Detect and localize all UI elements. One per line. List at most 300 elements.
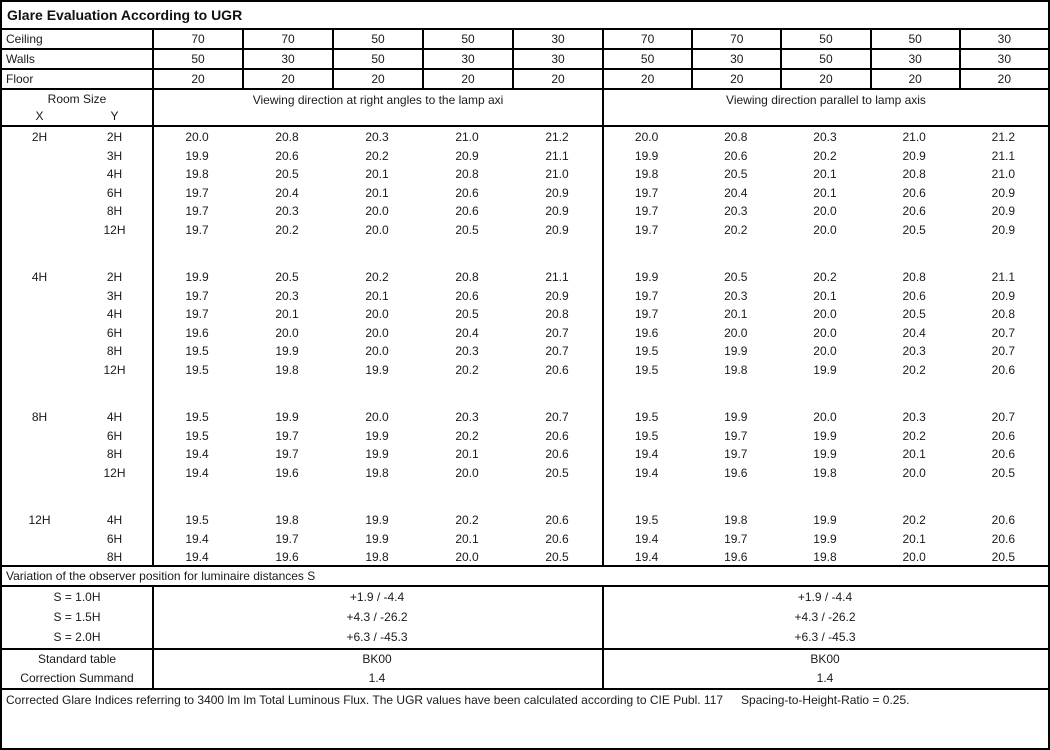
ugr-value-cell: 19.5 bbox=[634, 513, 659, 527]
surface-value-cell: 50 bbox=[422, 30, 512, 48]
ugr-value-cell: 19.8 bbox=[813, 465, 837, 480]
ugr-value-cell: 19.4 bbox=[634, 447, 659, 461]
ugr-value-cell: 20.3 bbox=[365, 130, 389, 144]
ugr-value-cell: 20.6 bbox=[902, 204, 926, 218]
variation-label: S = 1.5H bbox=[53, 610, 101, 624]
room-x-label bbox=[2, 147, 77, 166]
ugr-value-cell: 20.3 bbox=[813, 130, 837, 144]
ugr-value-cell: 20.0 bbox=[813, 307, 837, 321]
ugr-value-cell: 19.7 bbox=[185, 185, 209, 200]
ugr-value-cell: 19.7 bbox=[185, 288, 209, 303]
ugr-row bbox=[2, 511, 1048, 530]
ugr-value-cell: 19.4 bbox=[634, 550, 659, 564]
surface-row-label: Ceiling bbox=[6, 31, 43, 46]
variation-heading: Variation of the observer position for luminaire distances S bbox=[2, 567, 1048, 587]
ugr-value-cell: 19.9 bbox=[724, 344, 748, 358]
surface-value-cell: 30 bbox=[691, 50, 780, 68]
ugr-row bbox=[2, 221, 1048, 240]
ugr-value-cell: 20.2 bbox=[902, 362, 926, 377]
ugr-row bbox=[2, 324, 1048, 343]
variation-value-left: +6.3 / -45.3 bbox=[346, 630, 408, 644]
ugr-value-cell: 19.4 bbox=[634, 465, 659, 480]
ugr-value-cell: 20.6 bbox=[455, 185, 479, 200]
surface-value-cell: 70 bbox=[691, 30, 780, 48]
ugr-row bbox=[2, 147, 1048, 166]
ugr-value-cell: 20.9 bbox=[991, 288, 1016, 303]
ugr-row bbox=[2, 128, 1048, 147]
room-y-label: 4H bbox=[106, 167, 123, 181]
ugr-value-cell: 19.9 bbox=[185, 148, 209, 163]
ugr-value-cell: 20.3 bbox=[455, 410, 479, 424]
ugr-value-cell: 20.7 bbox=[991, 325, 1016, 340]
ugr-value-cell: 20.3 bbox=[902, 344, 926, 358]
room-x-label bbox=[2, 427, 77, 446]
ugr-value-cell: 20.5 bbox=[724, 270, 748, 284]
ugr-value-cell: 20.9 bbox=[991, 222, 1016, 237]
summary-value-left: BK00 bbox=[362, 652, 392, 666]
surface-row bbox=[2, 30, 1048, 50]
ugr-data-area bbox=[2, 127, 1048, 567]
ugr-value-cell: 21.2 bbox=[545, 130, 569, 144]
surface-value-cell: 20 bbox=[780, 70, 869, 88]
vertical-divider bbox=[152, 127, 154, 565]
surface-value-cell: 50 bbox=[780, 50, 869, 68]
room-x-label bbox=[2, 165, 77, 184]
ugr-value-cell: 20.0 bbox=[634, 130, 659, 144]
ugr-value-cell: 19.5 bbox=[634, 344, 659, 358]
ugr-value-cell: 19.8 bbox=[365, 550, 389, 564]
ugr-value-cell: 19.7 bbox=[275, 447, 299, 461]
ugr-value-cell: 21.0 bbox=[545, 167, 569, 181]
ugr-value-cell: 19.7 bbox=[185, 307, 209, 321]
ugr-value-cell: 20.1 bbox=[455, 531, 479, 546]
room-y-label: 12H bbox=[103, 222, 126, 237]
summary-value-right: BK00 bbox=[810, 652, 840, 666]
ugr-value-cell: 20.0 bbox=[455, 465, 479, 480]
room-x-label bbox=[2, 548, 77, 567]
ugr-value-cell: 20.9 bbox=[991, 185, 1016, 200]
ugr-value-cell: 20.3 bbox=[724, 204, 748, 218]
ugr-value-cell: 20.5 bbox=[275, 270, 299, 284]
summary-value-right: 1.4 bbox=[816, 671, 834, 685]
ugr-row bbox=[2, 165, 1048, 184]
ugr-value-cell: 20.1 bbox=[724, 307, 748, 321]
ugr-row bbox=[2, 408, 1048, 427]
surface-value-cell: 50 bbox=[152, 50, 242, 68]
vertical-divider bbox=[152, 650, 154, 688]
ugr-value-cell: 20.8 bbox=[455, 270, 479, 284]
table-header-row bbox=[2, 90, 1048, 127]
ugr-value-cell: 19.8 bbox=[813, 550, 837, 564]
surface-row bbox=[2, 50, 1048, 70]
ugr-value-cell: 19.7 bbox=[724, 428, 748, 443]
summary-box bbox=[2, 650, 1048, 690]
ugr-value-cell: 21.1 bbox=[545, 148, 569, 163]
room-x-label bbox=[2, 530, 77, 549]
room-size-header bbox=[2, 90, 152, 125]
ugr-value-cell: 19.7 bbox=[634, 204, 659, 218]
footer-ratio: Spacing-to-Height-Ratio = 0.25. bbox=[741, 693, 910, 707]
ugr-value-cell: 19.7 bbox=[275, 428, 299, 443]
ugr-value-cell: 20.9 bbox=[991, 204, 1016, 218]
ugr-value-cell: 20.9 bbox=[545, 288, 569, 303]
ugr-row bbox=[2, 464, 1048, 483]
footer-note-row bbox=[2, 690, 1048, 748]
ugr-value-cell: 19.5 bbox=[185, 344, 209, 358]
summary-label: Standard table bbox=[37, 652, 117, 666]
ugr-value-cell: 20.4 bbox=[902, 325, 926, 340]
ugr-value-cell: 21.0 bbox=[902, 130, 926, 144]
ugr-value-cell: 20.7 bbox=[991, 410, 1016, 424]
ugr-value-cell: 20.8 bbox=[991, 307, 1016, 321]
ugr-value-cell: 20.3 bbox=[275, 288, 299, 303]
ugr-value-cell: 21.1 bbox=[545, 270, 569, 284]
ugr-value-cell: 20.6 bbox=[902, 185, 926, 200]
ugr-row bbox=[2, 305, 1048, 324]
ugr-value-cell: 20.7 bbox=[545, 325, 569, 340]
ugr-value-cell: 19.6 bbox=[724, 550, 748, 564]
vertical-divider bbox=[152, 587, 154, 648]
ugr-value-cell: 20.5 bbox=[545, 550, 569, 564]
variation-value-right: +6.3 / -45.3 bbox=[794, 630, 856, 644]
ugr-value-cell: 20.9 bbox=[902, 148, 926, 163]
ugr-value-cell: 19.7 bbox=[634, 288, 659, 303]
variation-row bbox=[2, 588, 1048, 607]
room-y-label: 12H bbox=[103, 362, 126, 377]
room-x-label bbox=[2, 464, 77, 483]
ugr-value-cell: 19.4 bbox=[634, 531, 659, 546]
surface-value-cell: 70 bbox=[152, 30, 242, 48]
variation-box bbox=[2, 587, 1048, 650]
surface-value-cell: 70 bbox=[242, 30, 332, 48]
ugr-value-cell: 19.7 bbox=[724, 531, 748, 546]
ugr-value-cell: 20.9 bbox=[545, 185, 569, 200]
ugr-value-cell: 19.6 bbox=[275, 465, 299, 480]
ugr-value-cell: 19.5 bbox=[634, 362, 659, 377]
room-x-label bbox=[2, 202, 77, 221]
surface-value-cell: 70 bbox=[602, 30, 691, 48]
ugr-row bbox=[2, 530, 1048, 549]
ugr-value-cell: 19.9 bbox=[724, 410, 748, 424]
room-y-label: 6H bbox=[106, 531, 123, 546]
room-y-label: 6H bbox=[106, 428, 123, 443]
room-x-label bbox=[2, 361, 77, 380]
surface-value-cell: 20 bbox=[512, 70, 602, 88]
ugr-value-cell: 20.6 bbox=[991, 447, 1016, 461]
ugr-value-cell: 19.9 bbox=[365, 447, 389, 461]
ugr-value-cell: 19.9 bbox=[185, 270, 209, 284]
ugr-value-cell: 19.8 bbox=[634, 167, 659, 181]
ugr-value-cell: 20.0 bbox=[365, 344, 389, 358]
surface-value-cell: 20 bbox=[870, 70, 959, 88]
room-x-label bbox=[2, 287, 77, 306]
ugr-value-cell: 19.8 bbox=[724, 362, 748, 377]
y-axis-label: Y bbox=[110, 109, 119, 123]
ugr-value-cell: 19.8 bbox=[275, 513, 299, 527]
ugr-value-cell: 20.2 bbox=[365, 270, 389, 284]
ugr-value-cell: 20.5 bbox=[991, 465, 1016, 480]
ugr-value-cell: 19.7 bbox=[634, 222, 659, 237]
x-axis-label: X bbox=[35, 109, 44, 123]
surface-row bbox=[2, 70, 1048, 90]
ugr-value-cell: 20.0 bbox=[455, 550, 479, 564]
room-size-axis-labels bbox=[2, 109, 152, 123]
ugr-value-cell: 19.9 bbox=[634, 148, 659, 163]
room-x-label bbox=[2, 305, 77, 324]
ugr-value-cell: 20.6 bbox=[545, 531, 569, 546]
ugr-value-cell: 20.1 bbox=[275, 307, 299, 321]
ugr-value-cell: 19.6 bbox=[724, 465, 748, 480]
ugr-value-cell: 20.0 bbox=[902, 550, 926, 564]
ugr-value-cell: 20.7 bbox=[991, 344, 1016, 358]
ugr-value-cell: 19.9 bbox=[275, 344, 299, 358]
ugr-value-cell: 19.9 bbox=[813, 428, 837, 443]
ugr-value-cell: 19.6 bbox=[275, 550, 299, 564]
ugr-value-cell: 20.8 bbox=[902, 167, 926, 181]
room-y-label: 2H bbox=[106, 130, 123, 144]
ugr-value-cell: 19.9 bbox=[813, 531, 837, 546]
ugr-value-cell: 20.0 bbox=[365, 325, 389, 340]
ugr-value-cell: 20.6 bbox=[455, 288, 479, 303]
ugr-row bbox=[2, 445, 1048, 464]
surface-value-cell: 20 bbox=[422, 70, 512, 88]
vertical-divider bbox=[602, 650, 604, 688]
ugr-value-cell: 20.8 bbox=[275, 130, 299, 144]
ugr-value-cell: 20.2 bbox=[902, 428, 926, 443]
ugr-value-cell: 20.3 bbox=[902, 410, 926, 424]
ugr-value-cell: 20.0 bbox=[813, 325, 837, 340]
variation-label: S = 2.0H bbox=[53, 630, 101, 644]
ugr-value-cell: 20.5 bbox=[455, 307, 479, 321]
ugr-value-cell: 20.6 bbox=[724, 148, 748, 163]
ugr-value-cell: 19.9 bbox=[275, 410, 299, 424]
ugr-value-cell: 21.0 bbox=[455, 130, 479, 144]
ugr-row bbox=[2, 548, 1048, 567]
room-y-label: 6H bbox=[106, 325, 123, 340]
ugr-value-cell: 20.6 bbox=[545, 428, 569, 443]
ugr-value-cell: 20.4 bbox=[455, 325, 479, 340]
ugr-value-cell: 19.9 bbox=[813, 513, 837, 527]
ugr-value-cell: 19.8 bbox=[275, 362, 299, 377]
room-x-label bbox=[2, 221, 77, 240]
ugr-value-cell: 19.4 bbox=[185, 447, 209, 461]
ugr-row bbox=[2, 342, 1048, 361]
ugr-value-cell: 20.5 bbox=[902, 307, 926, 321]
ugr-value-cell: 20.6 bbox=[991, 531, 1016, 546]
ugr-value-cell: 20.9 bbox=[455, 148, 479, 163]
surface-value-cell: 50 bbox=[332, 30, 422, 48]
ugr-value-cell: 20.5 bbox=[455, 222, 479, 237]
ugr-value-cell: 21.1 bbox=[991, 270, 1016, 284]
ugr-value-cell: 20.3 bbox=[275, 204, 299, 218]
variation-value-left: +1.9 / -4.4 bbox=[349, 590, 405, 604]
ugr-value-cell: 20.9 bbox=[545, 204, 569, 218]
heading-parallel: Viewing direction parallel to lamp axis bbox=[602, 90, 1048, 125]
ugr-value-cell: 20.6 bbox=[545, 362, 569, 377]
surface-value-cell: 20 bbox=[959, 70, 1048, 88]
variation-value-right: +4.3 / -26.2 bbox=[794, 610, 856, 624]
ugr-value-cell: 19.5 bbox=[185, 428, 209, 443]
ugr-value-cell: 20.1 bbox=[455, 447, 479, 461]
ugr-value-cell: 20.6 bbox=[545, 513, 569, 527]
ugr-value-cell: 20.6 bbox=[275, 148, 299, 163]
surface-value-cell: 30 bbox=[422, 50, 512, 68]
ugr-value-cell: 21.2 bbox=[991, 130, 1016, 144]
ugr-value-cell: 20.9 bbox=[545, 222, 569, 237]
ugr-value-cell: 20.2 bbox=[455, 513, 479, 527]
ugr-value-cell: 19.9 bbox=[813, 362, 837, 377]
ugr-value-cell: 19.7 bbox=[185, 222, 209, 237]
ugr-value-cell: 20.0 bbox=[365, 204, 389, 218]
ugr-value-cell: 20.3 bbox=[455, 344, 479, 358]
room-y-label: 12H bbox=[103, 465, 126, 480]
ugr-value-cell: 20.8 bbox=[902, 270, 926, 284]
room-y-label: 8H bbox=[106, 447, 123, 461]
summary-value-left: 1.4 bbox=[368, 671, 386, 685]
surface-value-cell: 20 bbox=[332, 70, 422, 88]
ugr-value-cell: 20.2 bbox=[455, 362, 479, 377]
ugr-value-cell: 19.8 bbox=[365, 465, 389, 480]
room-y-label: 4H bbox=[106, 410, 123, 424]
ugr-value-cell: 20.6 bbox=[545, 447, 569, 461]
ugr-value-cell: 19.8 bbox=[724, 513, 748, 527]
ugr-value-cell: 19.7 bbox=[634, 185, 659, 200]
ugr-value-cell: 20.1 bbox=[813, 288, 837, 303]
ugr-value-cell: 20.2 bbox=[455, 428, 479, 443]
ugr-value-cell: 19.7 bbox=[275, 531, 299, 546]
surface-value-cell: 50 bbox=[602, 50, 691, 68]
ugr-value-cell: 20.0 bbox=[185, 130, 209, 144]
ugr-value-cell: 19.7 bbox=[634, 307, 659, 321]
vertical-divider bbox=[602, 127, 604, 565]
ugr-value-cell: 20.5 bbox=[991, 550, 1016, 564]
room-x-label: 4H bbox=[31, 270, 48, 284]
ugr-value-cell: 20.2 bbox=[813, 148, 837, 163]
room-y-label: 8H bbox=[106, 204, 123, 218]
ugr-value-cell: 20.5 bbox=[275, 167, 299, 181]
room-y-label: 3H bbox=[106, 288, 123, 303]
ugr-value-cell: 20.0 bbox=[902, 465, 926, 480]
ugr-value-cell: 20.0 bbox=[813, 410, 837, 424]
ugr-value-cell: 19.9 bbox=[365, 513, 389, 527]
room-y-label: 3H bbox=[106, 148, 123, 163]
ugr-value-cell: 19.7 bbox=[724, 447, 748, 461]
surface-row-label: Floor bbox=[6, 71, 34, 86]
ugr-row bbox=[2, 287, 1048, 306]
ugr-value-cell: 20.8 bbox=[545, 307, 569, 321]
ugr-value-cell: 20.5 bbox=[724, 167, 748, 181]
surface-value-cell: 30 bbox=[959, 50, 1048, 68]
ugr-value-cell: 19.4 bbox=[185, 550, 209, 564]
ugr-value-cell: 19.8 bbox=[185, 167, 209, 181]
ugr-value-cell: 19.9 bbox=[365, 531, 389, 546]
page-title: Glare Evaluation According to UGR bbox=[2, 2, 1048, 30]
summary-row bbox=[2, 669, 1048, 688]
room-size-title: Room Size bbox=[47, 92, 107, 106]
surface-value-cell: 20 bbox=[691, 70, 780, 88]
surface-value-cell: 30 bbox=[512, 30, 602, 48]
summary-row bbox=[2, 650, 1048, 669]
variation-row bbox=[2, 628, 1048, 647]
ugr-value-cell: 20.5 bbox=[902, 222, 926, 237]
ugr-value-cell: 20.1 bbox=[365, 288, 389, 303]
ugr-value-cell: 20.5 bbox=[545, 465, 569, 480]
surface-value-cell: 20 bbox=[242, 70, 332, 88]
ugr-row bbox=[2, 202, 1048, 221]
ugr-value-cell: 20.7 bbox=[545, 410, 569, 424]
ugr-value-cell: 19.9 bbox=[365, 362, 389, 377]
ugr-value-cell: 20.0 bbox=[365, 410, 389, 424]
ugr-value-cell: 19.5 bbox=[185, 410, 209, 424]
ugr-value-cell: 20.2 bbox=[275, 222, 299, 237]
surface-reflectance-rows bbox=[2, 30, 1048, 90]
ugr-value-cell: 19.9 bbox=[813, 447, 837, 461]
ugr-value-cell: 19.5 bbox=[634, 428, 659, 443]
room-y-label: 2H bbox=[106, 270, 123, 284]
ugr-value-cell: 20.8 bbox=[455, 167, 479, 181]
surface-value-cell: 30 bbox=[512, 50, 602, 68]
ugr-value-cell: 19.6 bbox=[185, 325, 209, 340]
ugr-value-cell: 20.6 bbox=[991, 428, 1016, 443]
room-x-label bbox=[2, 445, 77, 464]
summary-label: Correction Summand bbox=[20, 671, 134, 685]
ugr-value-cell: 20.0 bbox=[275, 325, 299, 340]
ugr-value-cell: 19.4 bbox=[185, 465, 209, 480]
room-x-label bbox=[2, 324, 77, 343]
ugr-value-cell: 21.1 bbox=[991, 148, 1016, 163]
ugr-value-cell: 20.2 bbox=[902, 513, 926, 527]
ugr-row bbox=[2, 184, 1048, 203]
surface-row-label: Walls bbox=[6, 51, 35, 66]
ugr-value-cell: 20.6 bbox=[902, 288, 926, 303]
ugr-value-cell: 20.0 bbox=[365, 307, 389, 321]
ugr-value-cell: 19.9 bbox=[365, 428, 389, 443]
ugr-value-cell: 20.6 bbox=[455, 204, 479, 218]
ugr-value-cell: 20.1 bbox=[813, 185, 837, 200]
ugr-value-cell: 19.7 bbox=[185, 204, 209, 218]
surface-value-cell: 50 bbox=[780, 30, 869, 48]
room-x-label: 2H bbox=[31, 130, 48, 144]
surface-value-cell: 30 bbox=[959, 30, 1048, 48]
ugr-value-cell: 20.3 bbox=[724, 288, 748, 303]
room-x-label bbox=[2, 184, 77, 203]
ugr-value-cell: 20.1 bbox=[902, 531, 926, 546]
ugr-value-cell: 20.4 bbox=[724, 185, 748, 200]
variation-row bbox=[2, 608, 1048, 627]
ugr-value-cell: 21.0 bbox=[991, 167, 1016, 181]
ugr-value-cell: 20.2 bbox=[365, 148, 389, 163]
surface-value-cell: 20 bbox=[152, 70, 242, 88]
ugr-value-cell: 20.1 bbox=[365, 167, 389, 181]
surface-value-cell: 50 bbox=[870, 30, 959, 48]
ugr-value-cell: 20.1 bbox=[902, 447, 926, 461]
ugr-value-cell: 20.0 bbox=[724, 325, 748, 340]
room-y-label: 4H bbox=[106, 513, 123, 527]
ugr-value-cell: 19.4 bbox=[185, 531, 209, 546]
ugr-value-cell: 20.7 bbox=[545, 344, 569, 358]
ugr-value-cell: 20.0 bbox=[813, 204, 837, 218]
heading-right-angles: Viewing direction at right angles to the lamp axi bbox=[152, 90, 602, 125]
ugr-value-cell: 19.5 bbox=[185, 362, 209, 377]
footer-note: Corrected Glare Indices referring to 3400 lm lm Total Luminous Flux. The UGR values have been calculated according to CIE Publ. 117 bbox=[6, 693, 724, 707]
surface-value-cell: 20 bbox=[602, 70, 691, 88]
ugr-value-cell: 20.0 bbox=[813, 222, 837, 237]
vertical-divider bbox=[602, 587, 604, 648]
room-x-label: 12H bbox=[28, 513, 51, 527]
ugr-value-cell: 20.0 bbox=[365, 222, 389, 237]
ugr-row bbox=[2, 268, 1048, 287]
ugr-row bbox=[2, 427, 1048, 446]
